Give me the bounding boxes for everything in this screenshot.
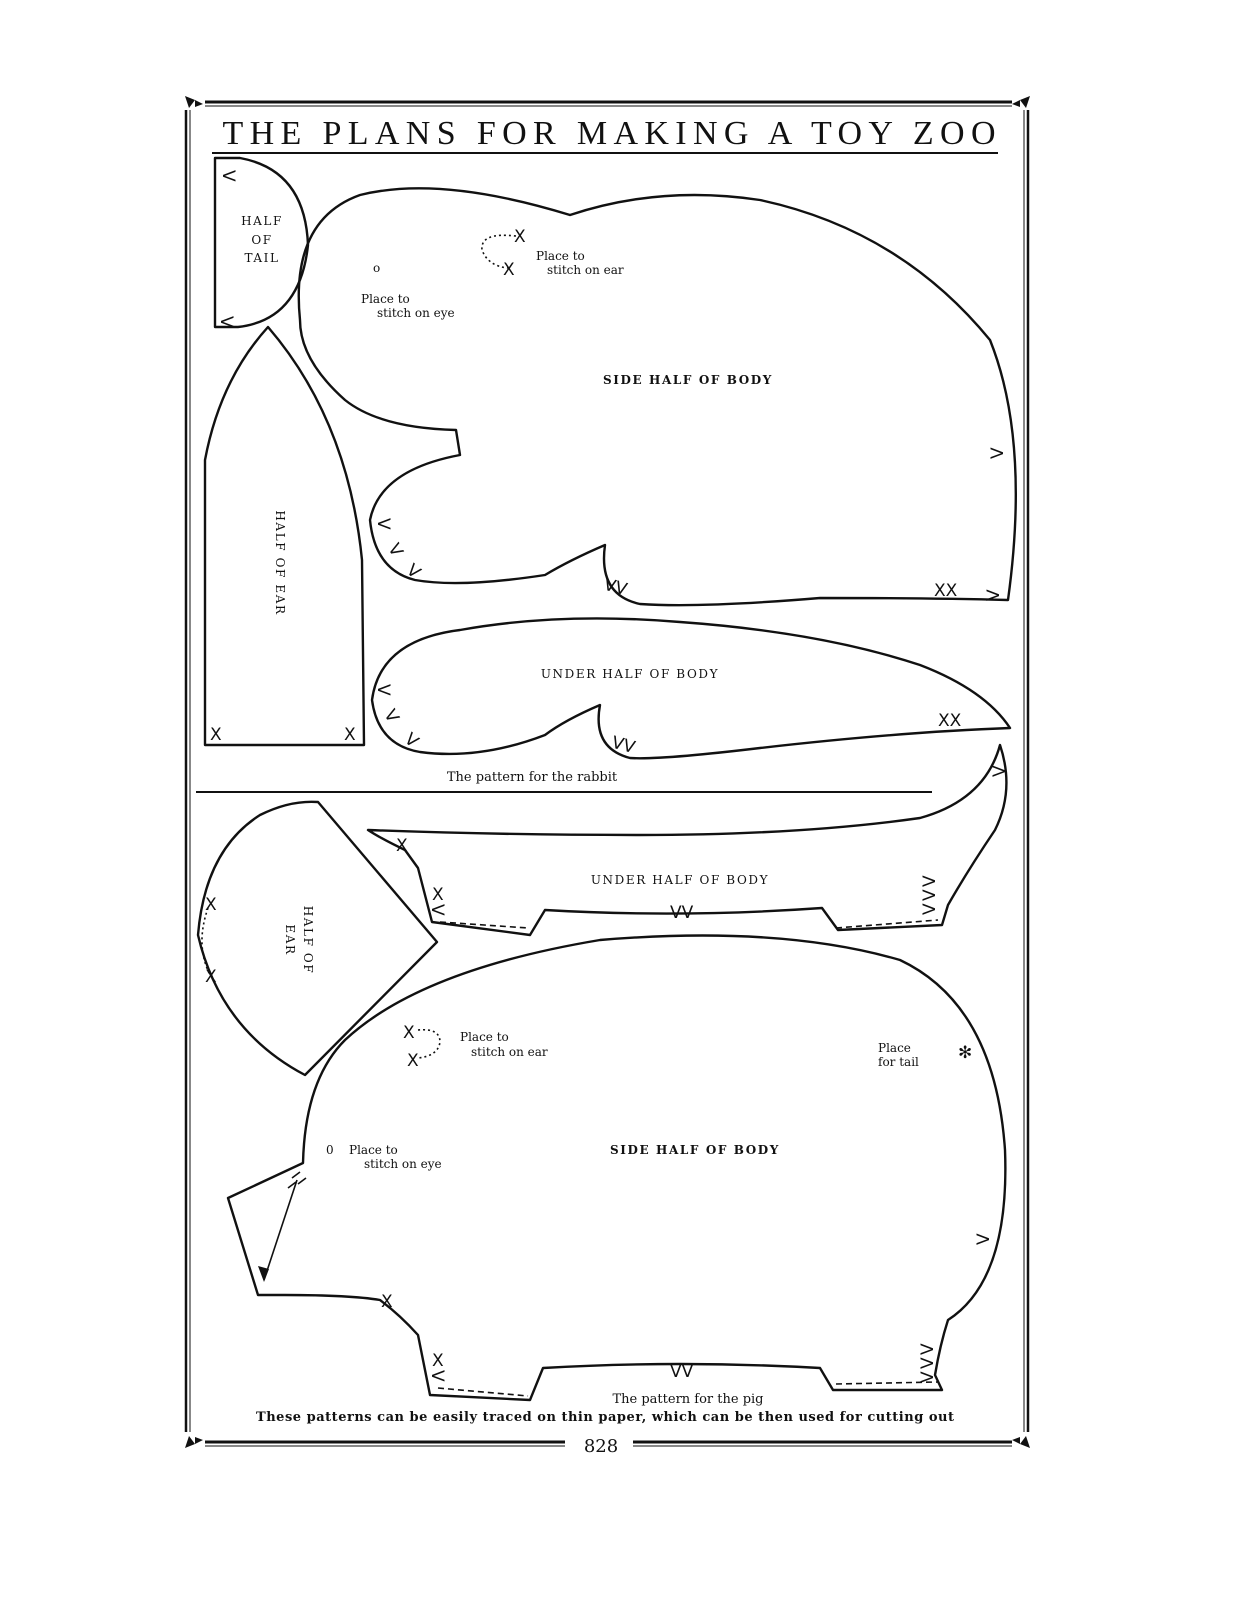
pig-caption: The pattern for the pig bbox=[612, 1392, 764, 1407]
rabbit-side-notch-vv: VV bbox=[601, 574, 630, 601]
pig-side-x-neck: X bbox=[381, 1292, 393, 1312]
pig-snout-arrow-shaft bbox=[264, 1180, 297, 1280]
pig-ear-x-bottom: X bbox=[205, 967, 217, 987]
corner-ornament-tl bbox=[185, 96, 203, 108]
rabbit-tail-label-line-3: TAIL bbox=[244, 251, 280, 265]
pig-eye-mark: 0 bbox=[326, 1143, 334, 1157]
pig-side-notch-right: V bbox=[974, 1233, 994, 1245]
pig-eye-note-line-1: Place to bbox=[349, 1143, 398, 1157]
rabbit-side-notch-foot-1: V bbox=[373, 518, 393, 530]
rabbit-ear-note-line-2: stitch on ear bbox=[547, 263, 624, 277]
pig-pattern bbox=[198, 745, 1010, 1407]
pig-eye-note-line-2: stitch on eye bbox=[364, 1157, 442, 1171]
rabbit-side-notch-foot-3: V bbox=[402, 560, 425, 584]
pig-side-dash-left bbox=[438, 1388, 528, 1396]
pig-side-notch-right-3: V bbox=[918, 1371, 938, 1383]
rabbit-ear-x-right: X bbox=[344, 725, 356, 745]
rabbit-under-body-piece bbox=[372, 618, 1010, 758]
rabbit-eye-mark: o bbox=[373, 261, 381, 275]
pig-tail-star: ✻ bbox=[958, 1043, 973, 1063]
rabbit-tail-notch-top: V bbox=[218, 170, 238, 182]
page-number: 828 bbox=[583, 1436, 619, 1457]
pig-tail-note-line-2: for tail bbox=[878, 1055, 919, 1069]
pig-under-notch-right-3: V bbox=[920, 903, 940, 915]
rabbit-ear-stitch-x-top: X bbox=[514, 227, 526, 247]
pig-ear-stitch-x-top: X bbox=[403, 1023, 415, 1043]
pig-under-x-top: X bbox=[396, 836, 408, 856]
footer-note: These patterns can be easily traced on thin paper, which can be then used for cutting out bbox=[256, 1410, 954, 1425]
rabbit-tail-label-line-2: OF bbox=[251, 233, 273, 247]
pig-side-notch-right-2: V bbox=[918, 1357, 938, 1369]
pig-ear-stitch-x-bottom: X bbox=[407, 1051, 419, 1071]
pig-under-notch-left: V bbox=[427, 904, 447, 916]
rabbit-pattern bbox=[205, 158, 1016, 785]
page-title: THE PLANS FOR MAKING A TOY ZOO bbox=[222, 115, 998, 152]
pig-side-x-leg: X bbox=[432, 1351, 444, 1371]
rabbit-ear-note-line-1: Place to bbox=[536, 249, 585, 263]
pig-ear-x-top: X bbox=[205, 895, 217, 915]
corner-ornament-bl bbox=[185, 1436, 203, 1448]
pig-side-body-piece bbox=[228, 936, 1005, 1401]
rabbit-eye-note-line-1: Place to bbox=[361, 292, 410, 306]
pig-under-notch-right-2: V bbox=[920, 889, 940, 901]
rabbit-under-notch-1: V bbox=[373, 684, 393, 696]
rabbit-side-notch-right: V bbox=[988, 447, 1008, 459]
pig-under-notch-right-1: V bbox=[920, 875, 940, 887]
rabbit-caption: The pattern for the rabbit bbox=[446, 770, 618, 785]
pig-ear-label-line-1: HALF OF bbox=[301, 905, 315, 975]
rabbit-side-body-piece bbox=[299, 188, 1016, 605]
rabbit-eye-note-line-2-text: stitch on eye bbox=[377, 306, 455, 320]
pig-side-body-label: SIDE HALF OF BODY bbox=[610, 1143, 780, 1157]
rabbit-side-body-label: SIDE HALF OF BODY bbox=[603, 373, 773, 387]
rabbit-side-notch-foot-2: V bbox=[383, 540, 407, 561]
pig-side-notch-right-1: V bbox=[918, 1343, 938, 1355]
pig-under-body-label: UNDER HALF OF BODY bbox=[590, 873, 770, 887]
pig-side-notch-leg: V bbox=[427, 1370, 447, 1382]
pig-ear-stitch-marker bbox=[418, 1030, 440, 1058]
pig-ear-note-line-1: Place to bbox=[460, 1030, 509, 1044]
rabbit-side-xx: XX bbox=[934, 581, 958, 601]
pig-under-vv: VV bbox=[670, 903, 694, 923]
rabbit-under-xx: XX bbox=[938, 711, 962, 731]
rabbit-eye-note-line-2 bbox=[377, 306, 455, 320]
corner-ornament-tr bbox=[1012, 96, 1030, 108]
pig-tail-note-line-1: Place bbox=[878, 1041, 911, 1055]
pig-under-x-left: X bbox=[432, 885, 444, 905]
rabbit-tail-label-line-1: HALF bbox=[241, 214, 283, 228]
rabbit-side-notch-tail: V bbox=[984, 589, 1004, 601]
rabbit-ear-x-left: X bbox=[210, 725, 222, 745]
pig-ear-label-line-2: EAR bbox=[283, 924, 297, 956]
pig-side-vv: VV bbox=[670, 1362, 694, 1382]
rabbit-under-notch-3: V bbox=[400, 729, 423, 753]
rabbit-under-body-label: UNDER HALF OF BODY bbox=[540, 667, 720, 681]
corner-ornament-br bbox=[1012, 1436, 1030, 1448]
rabbit-ear-stitch-x-bottom: X bbox=[503, 260, 515, 280]
rabbit-ear-label: HALF OF EAR bbox=[273, 510, 287, 616]
pig-notch-tail: V bbox=[990, 765, 1010, 777]
pig-ear-note-line-2: stitch on ear bbox=[471, 1045, 548, 1059]
rabbit-under-notch-vv: VV bbox=[609, 732, 638, 759]
rabbit-tail-notch-bottom: V bbox=[216, 316, 236, 328]
rabbit-under-notch-2: V bbox=[379, 706, 403, 727]
